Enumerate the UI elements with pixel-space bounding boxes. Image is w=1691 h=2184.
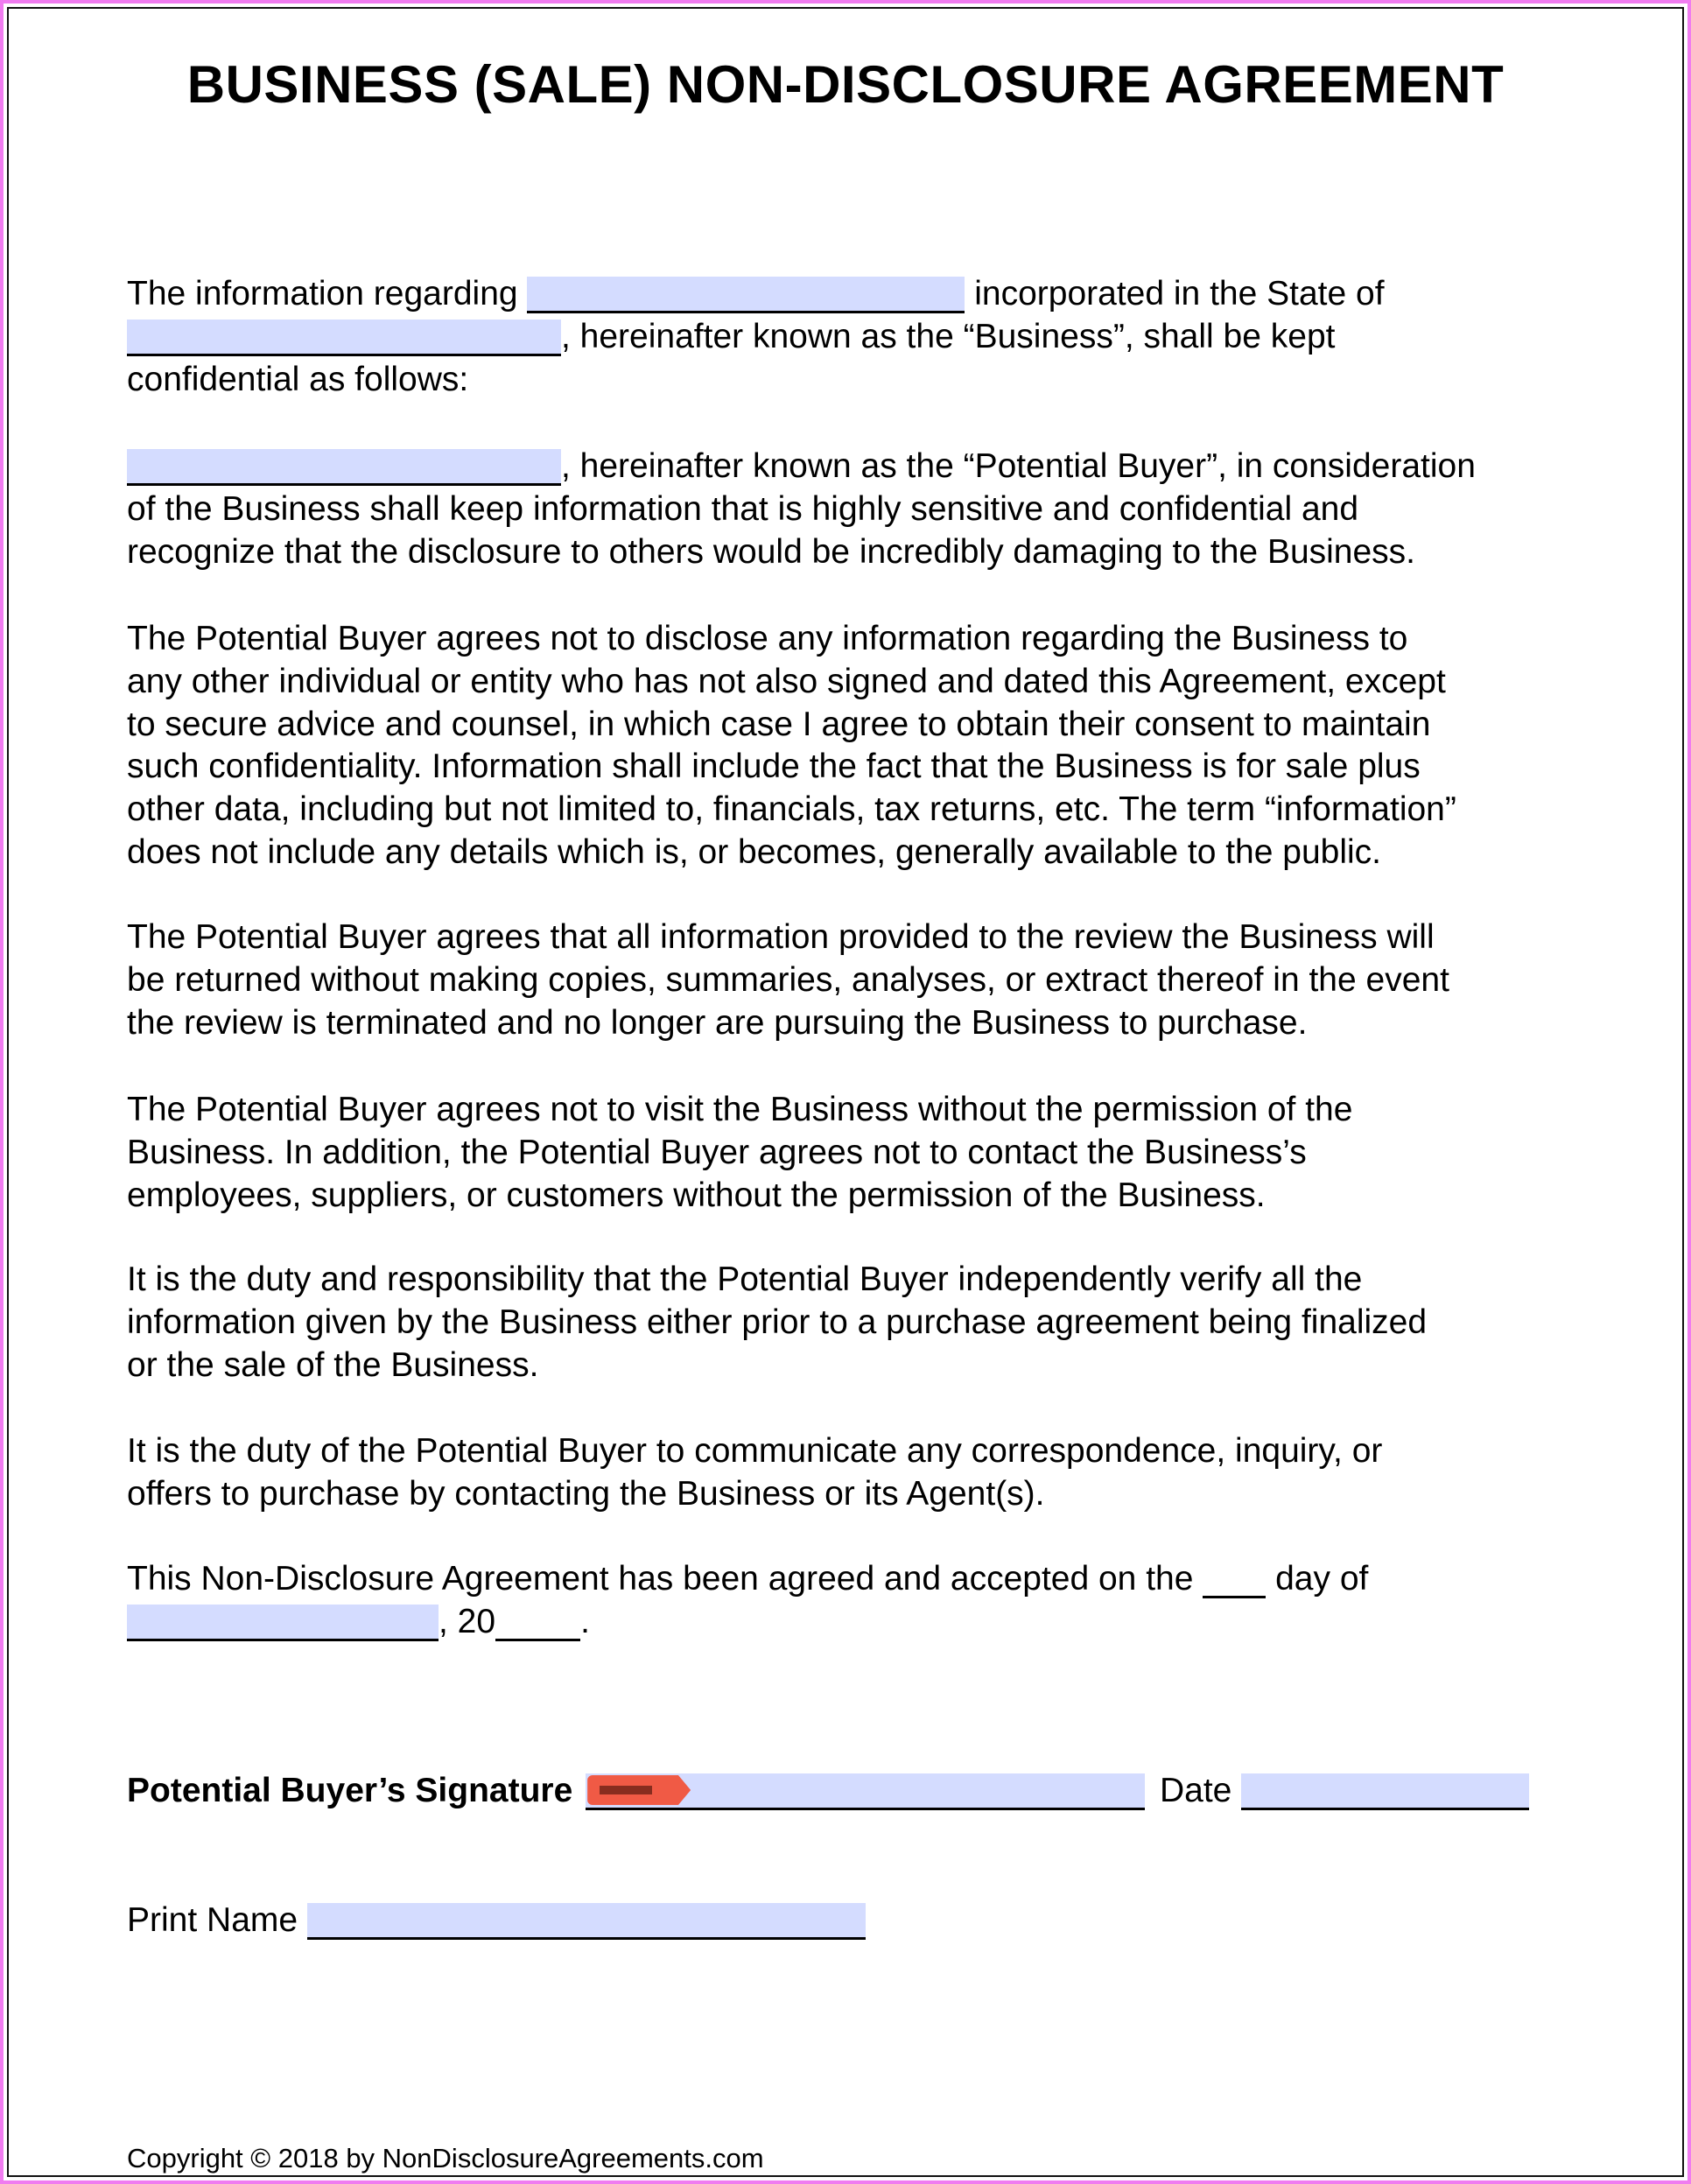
paragraph-business: [127, 273, 1597, 401]
sign-here-tag-icon: [587, 1775, 691, 1805]
paragraph-disclosure: [127, 618, 1597, 874]
text: day of: [1266, 1560, 1369, 1598]
text: The Potential Buyer agrees that all information provided to the review the Business will: [127, 918, 1435, 956]
text: to secure advice and counsel, in which case I agree to obtain their consent to maintain: [127, 705, 1431, 743]
print-name-field[interactable]: [307, 1903, 866, 1940]
paragraph-acceptance: [127, 1558, 1597, 1644]
paragraph-verify: [127, 1259, 1597, 1387]
text: confidential as follows:: [127, 360, 469, 398]
text: does not include any details which is, or becomes, generally available to the public.: [127, 832, 1382, 871]
paragraph-visit: [127, 1089, 1597, 1217]
text: other data, including but not limited to, financials, tax returns, etc. The term “information”: [127, 790, 1456, 829]
text: be returned without making copies, summaries, analyses, or extract thereof in the event: [127, 960, 1449, 999]
text: , 20: [439, 1602, 496, 1640]
text: .: [580, 1602, 590, 1640]
text: The information regarding: [127, 275, 528, 313]
text: It is the duty and responsibility that the Potential Buyer independently verify all the: [127, 1261, 1363, 1298]
signature-label: Potential Buyer’s Signature: [127, 1772, 573, 1809]
text: This Non-Disclosure Agreement has been agreed and accepted on the: [127, 1560, 1203, 1598]
text: , hereinafter known as the “Business”, shall be kept: [561, 317, 1336, 355]
copyright: Copyright © 2018 by NonDisclosureAgreements.com: [127, 2143, 764, 2173]
text: any other individual or entity who has not also signed and dated this Agreement, except: [127, 662, 1446, 700]
text: the review is terminated and no longer are pursuing the Business to purchase.: [127, 1003, 1308, 1042]
year-field[interactable]: [495, 1605, 580, 1641]
date-field[interactable]: [1241, 1773, 1529, 1810]
paragraph-buyer: [127, 446, 1597, 573]
signature-row: [127, 1772, 1529, 1810]
text: incorporated in the State of: [965, 275, 1385, 313]
text: It is the duty of the Potential Buyer to communicate any correspondence, inquiry, or: [127, 1432, 1383, 1470]
text: recognize that the disclosure to others would be incredibly damaging to the Business.: [127, 532, 1416, 571]
day-field[interactable]: [1203, 1562, 1266, 1598]
text: of the Business shall keep information that is highly sensitive and confidential and: [127, 489, 1359, 528]
month-field[interactable]: [127, 1605, 439, 1641]
document-title: BUSINESS (SALE) NON-DISCLOSURE AGREEMENT: [186, 55, 1505, 114]
text: The Potential Buyer agrees not to disclose any information regarding the Business to: [127, 620, 1408, 657]
paragraph-return: [127, 916, 1597, 1044]
date-label: Date: [1159, 1772, 1232, 1809]
text: employees, suppliers, or customers without the permission of the Business.: [127, 1176, 1266, 1214]
text: such confidentiality. Information shall include the fact that the Business is for sale plus: [127, 748, 1421, 786]
text: Business. In addition, the Potential Buyer agrees not to contact the Business’s: [127, 1133, 1307, 1171]
text: offers to purchase by contacting the Business or its Agent(s).: [127, 1474, 1045, 1513]
text: or the sale of the Business.: [127, 1345, 539, 1384]
print-name-row: [127, 1901, 866, 1940]
text: The Potential Buyer agrees not to visit the Business without the permission of the: [127, 1091, 1353, 1128]
text: , hereinafter known as the “Potential Buyer”, in consideration: [561, 447, 1476, 485]
state-field[interactable]: [127, 320, 561, 356]
potential-buyer-field[interactable]: [127, 449, 561, 486]
signature-field[interactable]: [586, 1773, 1145, 1810]
business-name-field[interactable]: [527, 277, 965, 313]
text: information given by the Business either prior to a purchase agreement being finalized: [127, 1303, 1428, 1341]
paragraph-communicate: [127, 1430, 1597, 1516]
print-name-label: Print Name: [127, 1901, 298, 1939]
